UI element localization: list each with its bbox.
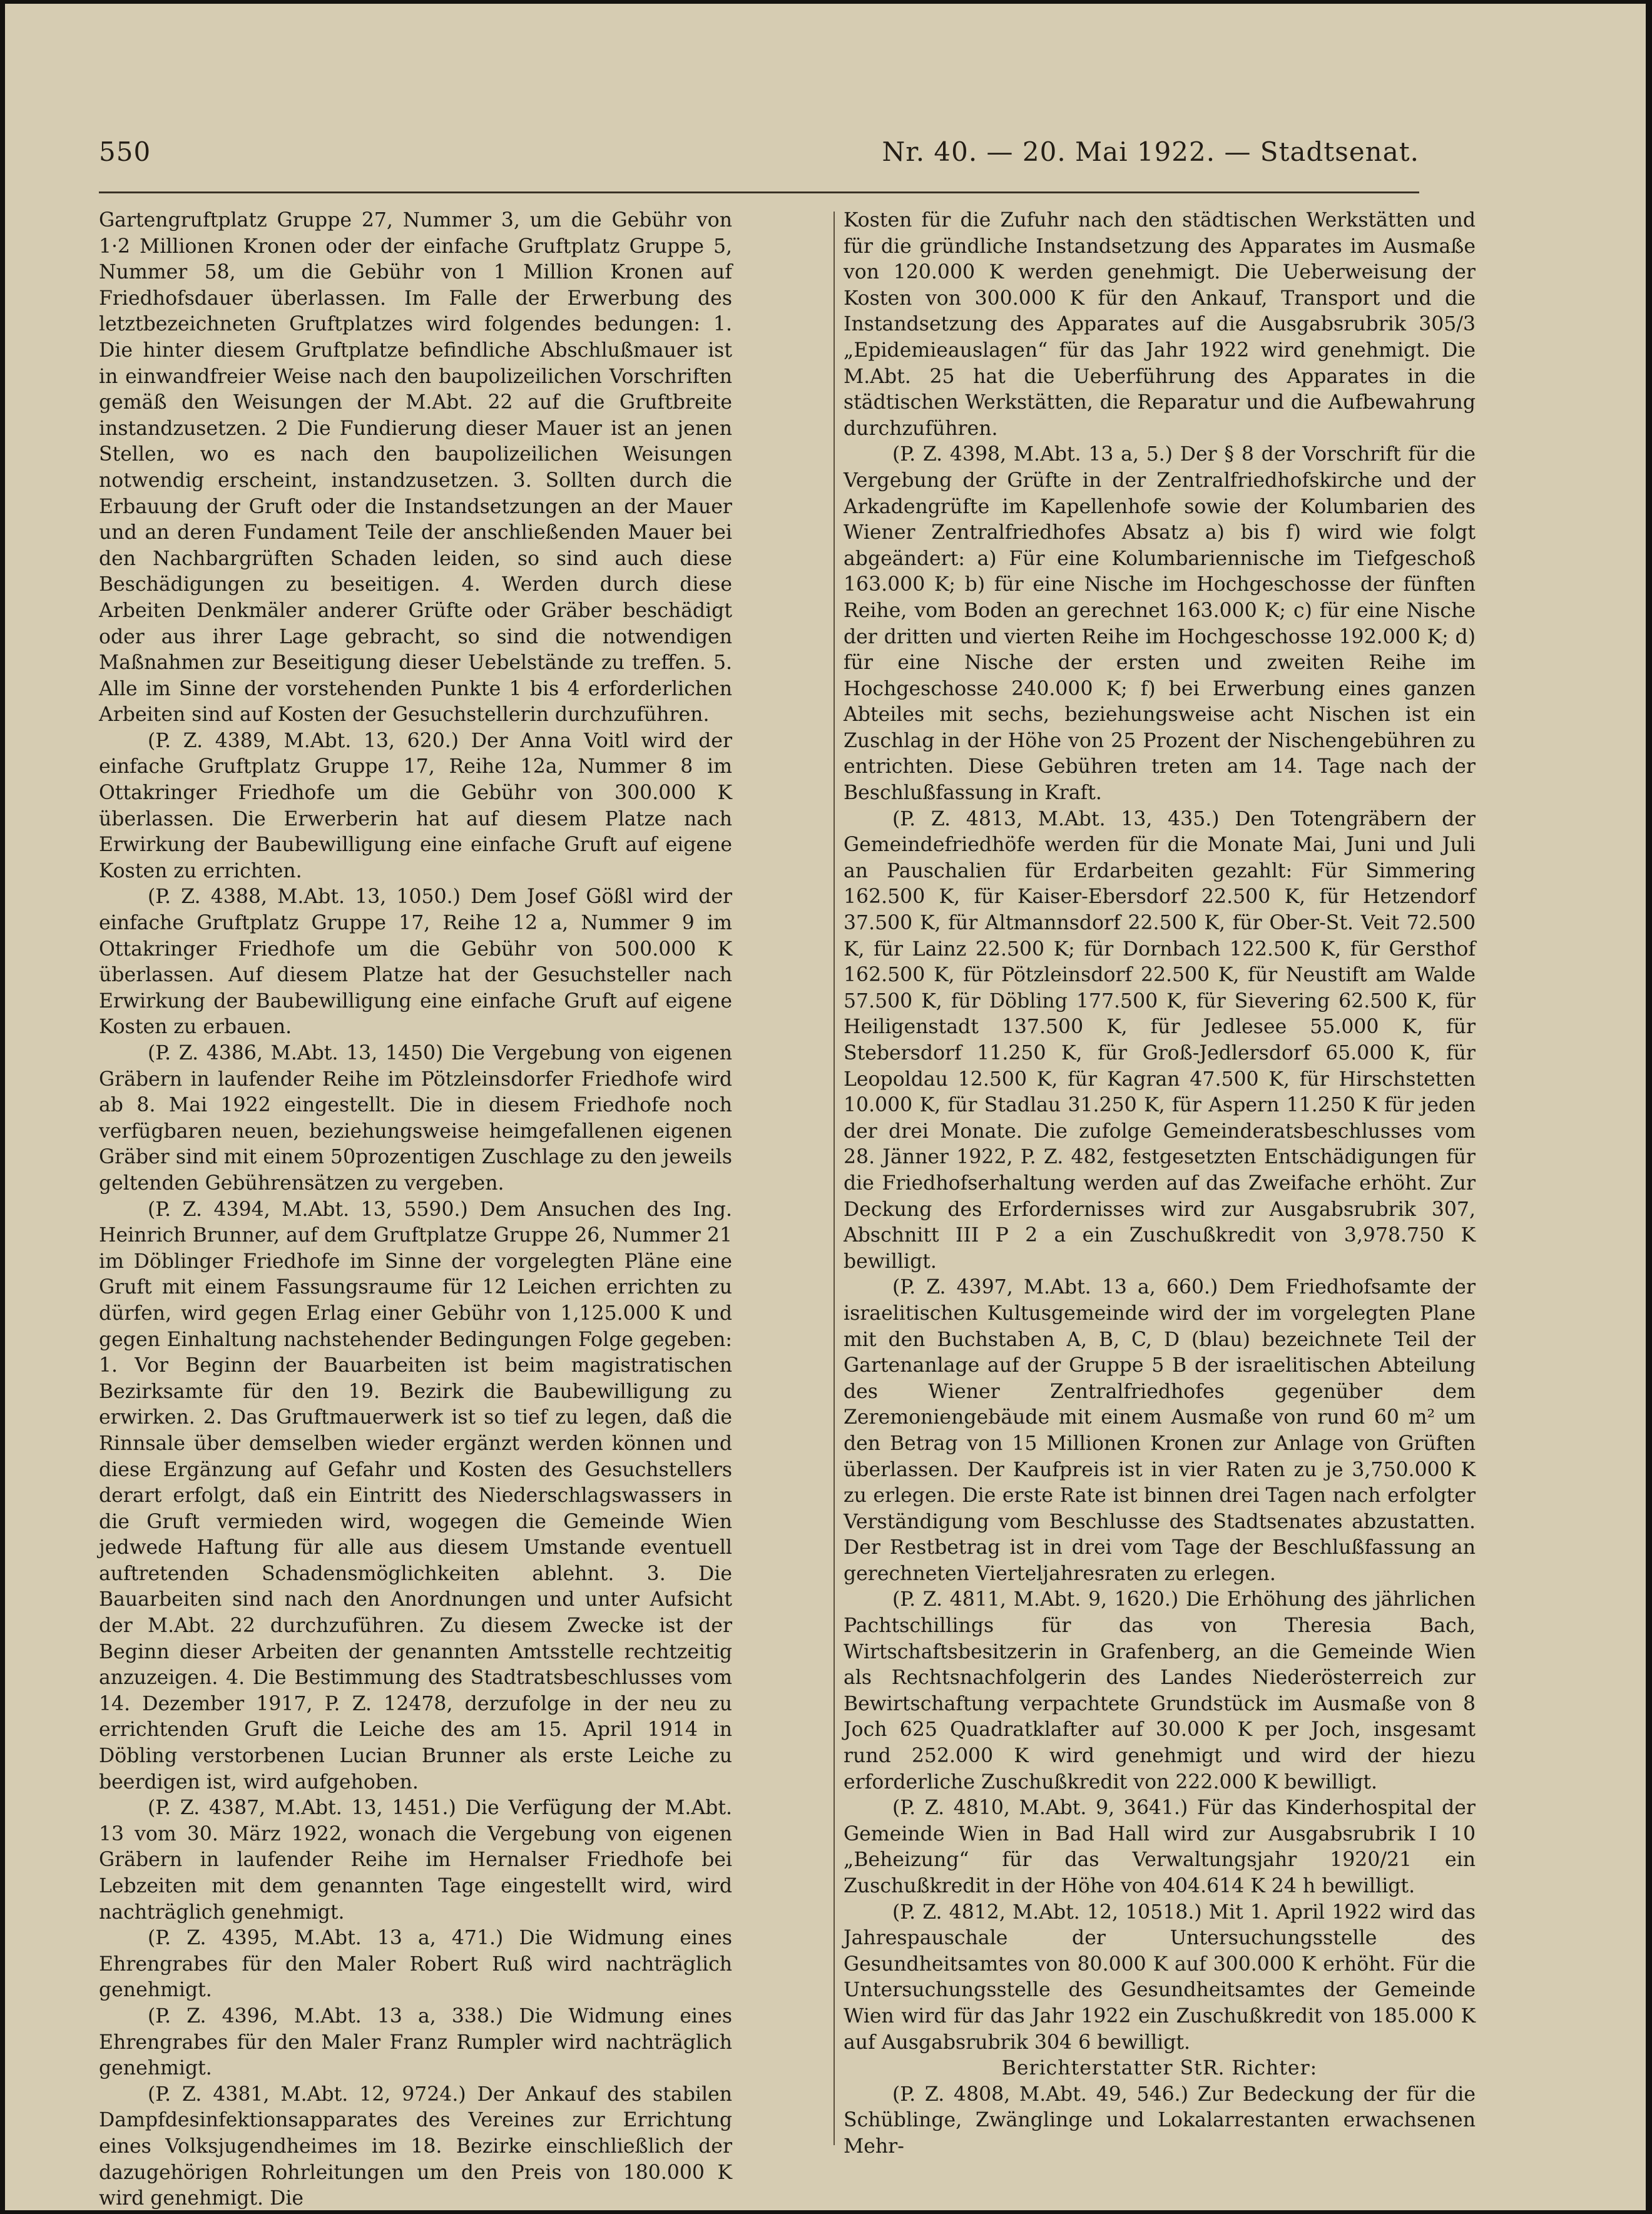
rapporteur-heading: Berichterstatter StR. Richter: xyxy=(1001,2057,1318,2080)
column-divider xyxy=(834,212,835,2145)
paragraph: (P. Z. 4813, M.Abt. 13, 435.) Den Totengräbern der Gemeindefriedhöfe werden für die Monate Mai, Juni und Juli an Pauschalien für Erdarbeiten gezahlt: Für Simmering 162.500 K, für Kaiser-Ebersdorf 22.500 K, für Hetzendorf 37.500 K, für Altmannsdorf 22.500 K, für Ober-St. Veit 72.500 K, für Lainz 22.500 K; für Dornbach 122.500 K, für Gersthof 162.500 K, für Pötzleinsdorf 22.500 K, für Neustift am Walde 57.500 K, für Döbling 177.500 K, für Sievering 62.500 K, für Heiligenstadt 137.500 K, für Jedlesee 55.000 K, für Stebersdorf 11.250 K, für Groß-Jedlersdorf 65.000 K, für Leopoldau 12.500 K, für Kagran 47.500 K, für Hirschstetten 10.000 K, für Stadlau 31.250 K, für Aspern 11.250 K für jeden der drei Monate. Die zufolge Gemeinderatsbeschlusses vom 28. Jänner 1922, P. Z. 482, festgesetzten Entschädigungen für die Friedhofserhaltung werden auf das Zweifache erhöht. Zur Deckung des Erfordernisses wird zur Ausgabsrubrik 307, Abschnitt III P 2 a ein Zuschußkredit von 3,978.750 K bewilligt. xyxy=(844,807,1476,1273)
paragraph: (P. Z. 4812, M.Abt. 12, 10518.) Mit 1. April 1922 wird das Jahrespauschale der Untersuchungsstelle des Gesundheitsamtes von 80.000 K auf 300.000 K erhöht. Für die Untersuchungsstelle des Gesundheitsamtes der Gemeinde Wien wird für das Jahr 1922 ein Zuschußkredit von 185.000 K auf Ausgabsrubrik 304 6 bewilligt. xyxy=(844,1900,1476,2054)
paragraph: (P. Z. 4389, M.Abt. 13, 620.) Der Anna Voitl wird der einfache Gruftplatz Gruppe 17, Reihe 12a, Nummer 8 im Ottakringer Friedhofe um die Gebühr von 300.000 K überlassen. Die Erwerberin hat auf diesem Platze nach Erwirkung der Baubewilligung eine einfache Gruft auf eigene Kosten zu errichten. xyxy=(99,729,732,882)
right-column xyxy=(844,208,1476,2160)
paragraph: Kosten für die Zufuhr nach den städtischen Werkstätten und für die gründliche Instandsetzung des Apparates im Ausmaße von 120.000 K werden genehmigt. Die Ueberweisung der Kosten von 300.000 K für den Ankauf, Transport und die Instandsetzung des Apparates auf die Ausgabsrubrik 305/3 „Epidemieauslagen“ für das Jahr 1922 wird genehmigt. Die M.Abt. 25 hat die Ueberführung des Apparates in die städtischen Werkstätten, die Reparatur und die Aufbewahrung durchzuführen. xyxy=(844,209,1476,440)
paragraph: (P. Z. 4397, M.Abt. 13 a, 660.) Dem Friedhofsamte der israelitischen Kultusgemeinde wird der im vorgelegten Plane mit den Buchstaben A, B, C, D (blau) bezeichnete Teil der Gartenanlage auf der Gruppe 5 B der israelitischen Abteilung des Wiener Zentralfriedhofes gegenüber dem Zeremoniengebäude mit einem Ausmaße von rund 60 m² um den Betrag von 15 Millionen Kronen zur Anlage von Grüften überlassen. Der Kaufpreis ist in vier Raten zu je 3,750.000 K zu erlegen. Die erste Rate ist binnen drei Tagen nach erfolgter Verständigung vom Beschlusse des Stadtsenates abzustatten. Der Restbetrag ist in drei vom Tage der Beschlußfassung an gerechneten Vierteljahresraten zu erlegen. xyxy=(844,1276,1476,1585)
paragraph: (P. Z. 4381, M.Abt. 12, 9724.) Der Ankauf des stabilen Dampfdesinfektionsapparates des Vereines zur Errichtung eines Volksjugendheimes im 18. Bezirke einschließlich der dazugehörigen Rohrleitungen um den Preis von 180.000 K wird genehmigt. Die xyxy=(99,2083,732,2210)
header-rule xyxy=(99,191,1419,193)
paragraph: (P. Z. 4394, M.Abt. 13, 5590.) Dem Ansuchen des Ing. Heinrich Brunner, auf dem Gruftplatze Gruppe 26, Nummer 21 im Döblinger Friedhofe im Sinne der vorgelegten Pläne eine Gruft mit einem Fassungsraume für 12 Leichen errichten zu dürfen, wird gegen Erlag einer Gebühr von 1,125.000 K und gegen Einhaltung nachstehender Bedingungen Folge gegeben: 1. Vor Beginn der Bauarbeiten ist beim magistratischen Bezirksamte für den 19. Bezirk die Baubewilligung zu erwirken. 2. Das Gruftmauerwerk ist so tief zu legen, daß die Rinnsale über demselben wieder ergänzt werden können und diese Ergänzung auf Gefahr und Kosten des Gesuchstellers derart erfolgt, daß ein Eintritt des Niederschlagswassers in die Gruft vermieden wird, wogegen die Gemeinde Wien jedwede Haftung für alle aus diesem Umstande eventuell auftretenden Schadensmöglichkeiten ablehnt. 3. Die Bauarbeiten sind nach den Anordnungen und unter Aufsicht der M.Abt. 22 durchzuführen. Zu diesem Zwecke ist der Beginn dieser Arbeiten der genannten Amtsstelle rechtzeitig anzuzeigen. 4. Die Bestimmung des Stadtratsbeschlusses vom 14. Dezember 1917, P. Z. 12478, derzufolge in der neu zu errichtenden Gruft die Leiche des am 15. April 1914 in Döbling verstorbenen Lucian Brunner als erste Leiche zu beerdigen ist, wird aufgehoben. xyxy=(99,1198,732,1793)
issue-title: Nr. 40. — 20. Mai 1922. — Stadtsenat. xyxy=(882,136,1419,167)
newspaper-page xyxy=(5,4,1646,2210)
paragraph: (P. Z. 4386, M.Abt. 13, 1450) Die Vergebung von eigenen Gräbern in laufender Reihe im Pötzleinsdorfer Friedhofe wird ab 8. Mai 1922 eingestellt. Die in diesem Friedhofe noch verfügbaren neuen, beziehungsweise heimgefallenen eigenen Gräber sind mit einem 50prozentigen Zuschlage zu den jeweils geltenden Gebührensätzen zu vergeben. xyxy=(99,1042,732,1195)
paragraph: (P. Z. 4811, M.Abt. 9, 1620.) Die Erhöhung des jährlichen Pachtschillings für das von Theresia Bach, Wirtschaftsbesitzerin in Grafenberg, an die Gemeinde Wien als Rechtsnachfolgerin des Landes Niederösterreich zur Bewirtschaftung verpachtete Grundstück im Ausmaße von 8 Joch 625 Quadratklafter auf 30.000 K per Joch, insgesamt rund 252.000 K wird genehmigt und wird der hiezu erforderliche Zuschußkredit von 222.000 K bewilligt. xyxy=(844,1588,1476,1793)
paragraph: (P. Z. 4388, M.Abt. 13, 1050.) Dem Josef Gößl wird der einfache Gruftplatz Gruppe 17, Reihe 12 a, Nummer 9 im Ottakringer Friedhofe um die Gebühr von 500.000 K überlassen. Auf diesem Platze hat der Gesuchsteller nach Erwirkung der Baubewilligung eine einfache Gruft auf eigene Kosten zu erbauen. xyxy=(99,885,732,1039)
page-header xyxy=(99,136,1419,174)
paragraph: Gartengruftplatz Gruppe 27, Nummer 3, um die Gebühr von 1·2 Millionen Kronen oder der einfache Gruftplatz Gruppe 5, Nummer 58, um die Gebühr von 1 Million Kronen auf Friedhofsdauer überlassen. Im Falle der Erwerbung des letztbezeichneten Gruftplatzes wird folgendes bedungen: 1. Die hinter diesem Gruftplatze befindliche Abschlußmauer ist in einwandfreier Weise nach den baupolizeilichen Vorschriften gemäß den Weisungen der M.Abt. 22 auf die Gruftbreite instandzusetzen. 2 Die Fundierung dieser Mauer ist an jenen Stellen, wo es nach den baupolizeilichen Weisungen notwendig erscheint, instandzusetzen. 3. Sollten durch die Erbauung der Gruft oder die Instandsetzungen an der Mauer und an deren Fundament Teile der anschließenden Mauer bei den Nachbargrüften Schaden leiden, so sind auch diese Beschädigungen zu beseitigen. 4. Werden durch diese Arbeiten Denkmäler anderer Grüfte oder Gräber beschädigt oder aus ihrer Lage gebracht, so sind die notwendigen Maßnahmen zur Beseitigung dieser Uebelstände zu treffen. 5. Alle im Sinne der vorstehenden Punkte 1 bis 4 erforderlichen Arbeiten sind auf Kosten der Gesuchstellerin durchzuführen. xyxy=(99,209,732,727)
page-number: 550 xyxy=(99,136,151,167)
paragraph: (P. Z. 4387, M.Abt. 13, 1451.) Die Verfügung der M.Abt. 13 vom 30. März 1922, wonach die Vergebung von eigenen Gräbern in laufender Reihe im Hernalser Friedhofe bei Lebzeiten mit dem genannten Tage eingestellt wird, wird nachträglich genehmigt. xyxy=(99,1797,732,1924)
paragraph: (P. Z. 4810, M.Abt. 9, 3641.) Für das Kinderhospital der Gemeinde Wien in Bad Hall wird zur Ausgabsrubrik I 10 „Beheizung“ für das Verwaltungsjahr 1920/21 ein Zuschußkredit in der Höhe von 404.614 K 24 h bewilligt. xyxy=(844,1797,1476,1897)
paragraph: (P. Z. 4395, M.Abt. 13 a, 471.) Die Widmung eines Ehrengrabes für den Maler Robert Ruß wird nachträglich genehmigt. xyxy=(99,1927,732,2002)
paragraph: (P. Z. 4398, M.Abt. 13 a, 5.) Der § 8 der Vorschrift für die Vergebung der Grüfte in der Zentralfriedhofskirche und der Arkadengrüfte im Kapellenhofe sowie der Kolumbarien des Wiener Zentralfriedhofes Absatz a) bis f) wird wie folgt abgeändert: a) Für eine Kolumbariennische im Tiefgeschoß 163.000 K; b) für eine Nische im Hochgeschosse der fünften Reihe, vom Boden an gerechnet 163.000 K; c) für eine Nische der dritten und vierten Reihe im Hochgeschosse 192.000 K; d) für eine Nische der ersten und zweiten Reihe im Hochgeschosse 240.000 K; f) bei Erwerbung eines ganzen Abteiles mit sechs, beziehungsweise acht Nischen ist ein Zuschlag in der Höhe von 25 Prozent der Nischengebühren zu entrichten. Diese Gebühren treten am 14. Tage nach der Beschlußfassung in Kraft. xyxy=(844,443,1476,805)
left-column xyxy=(99,208,732,2212)
paragraph: (P. Z. 4808, M.Abt. 49, 546.) Zur Bedeckung der für die Schüblinge, Zwänglinge und Lokalarrestanten erwachsenen Mehr- xyxy=(844,2083,1476,2158)
paragraph: (P. Z. 4396, M.Abt. 13 a, 338.) Die Widmung eines Ehrengrabes für den Maler Franz Rumpler wird nachträglich genehmigt. xyxy=(99,2004,732,2080)
